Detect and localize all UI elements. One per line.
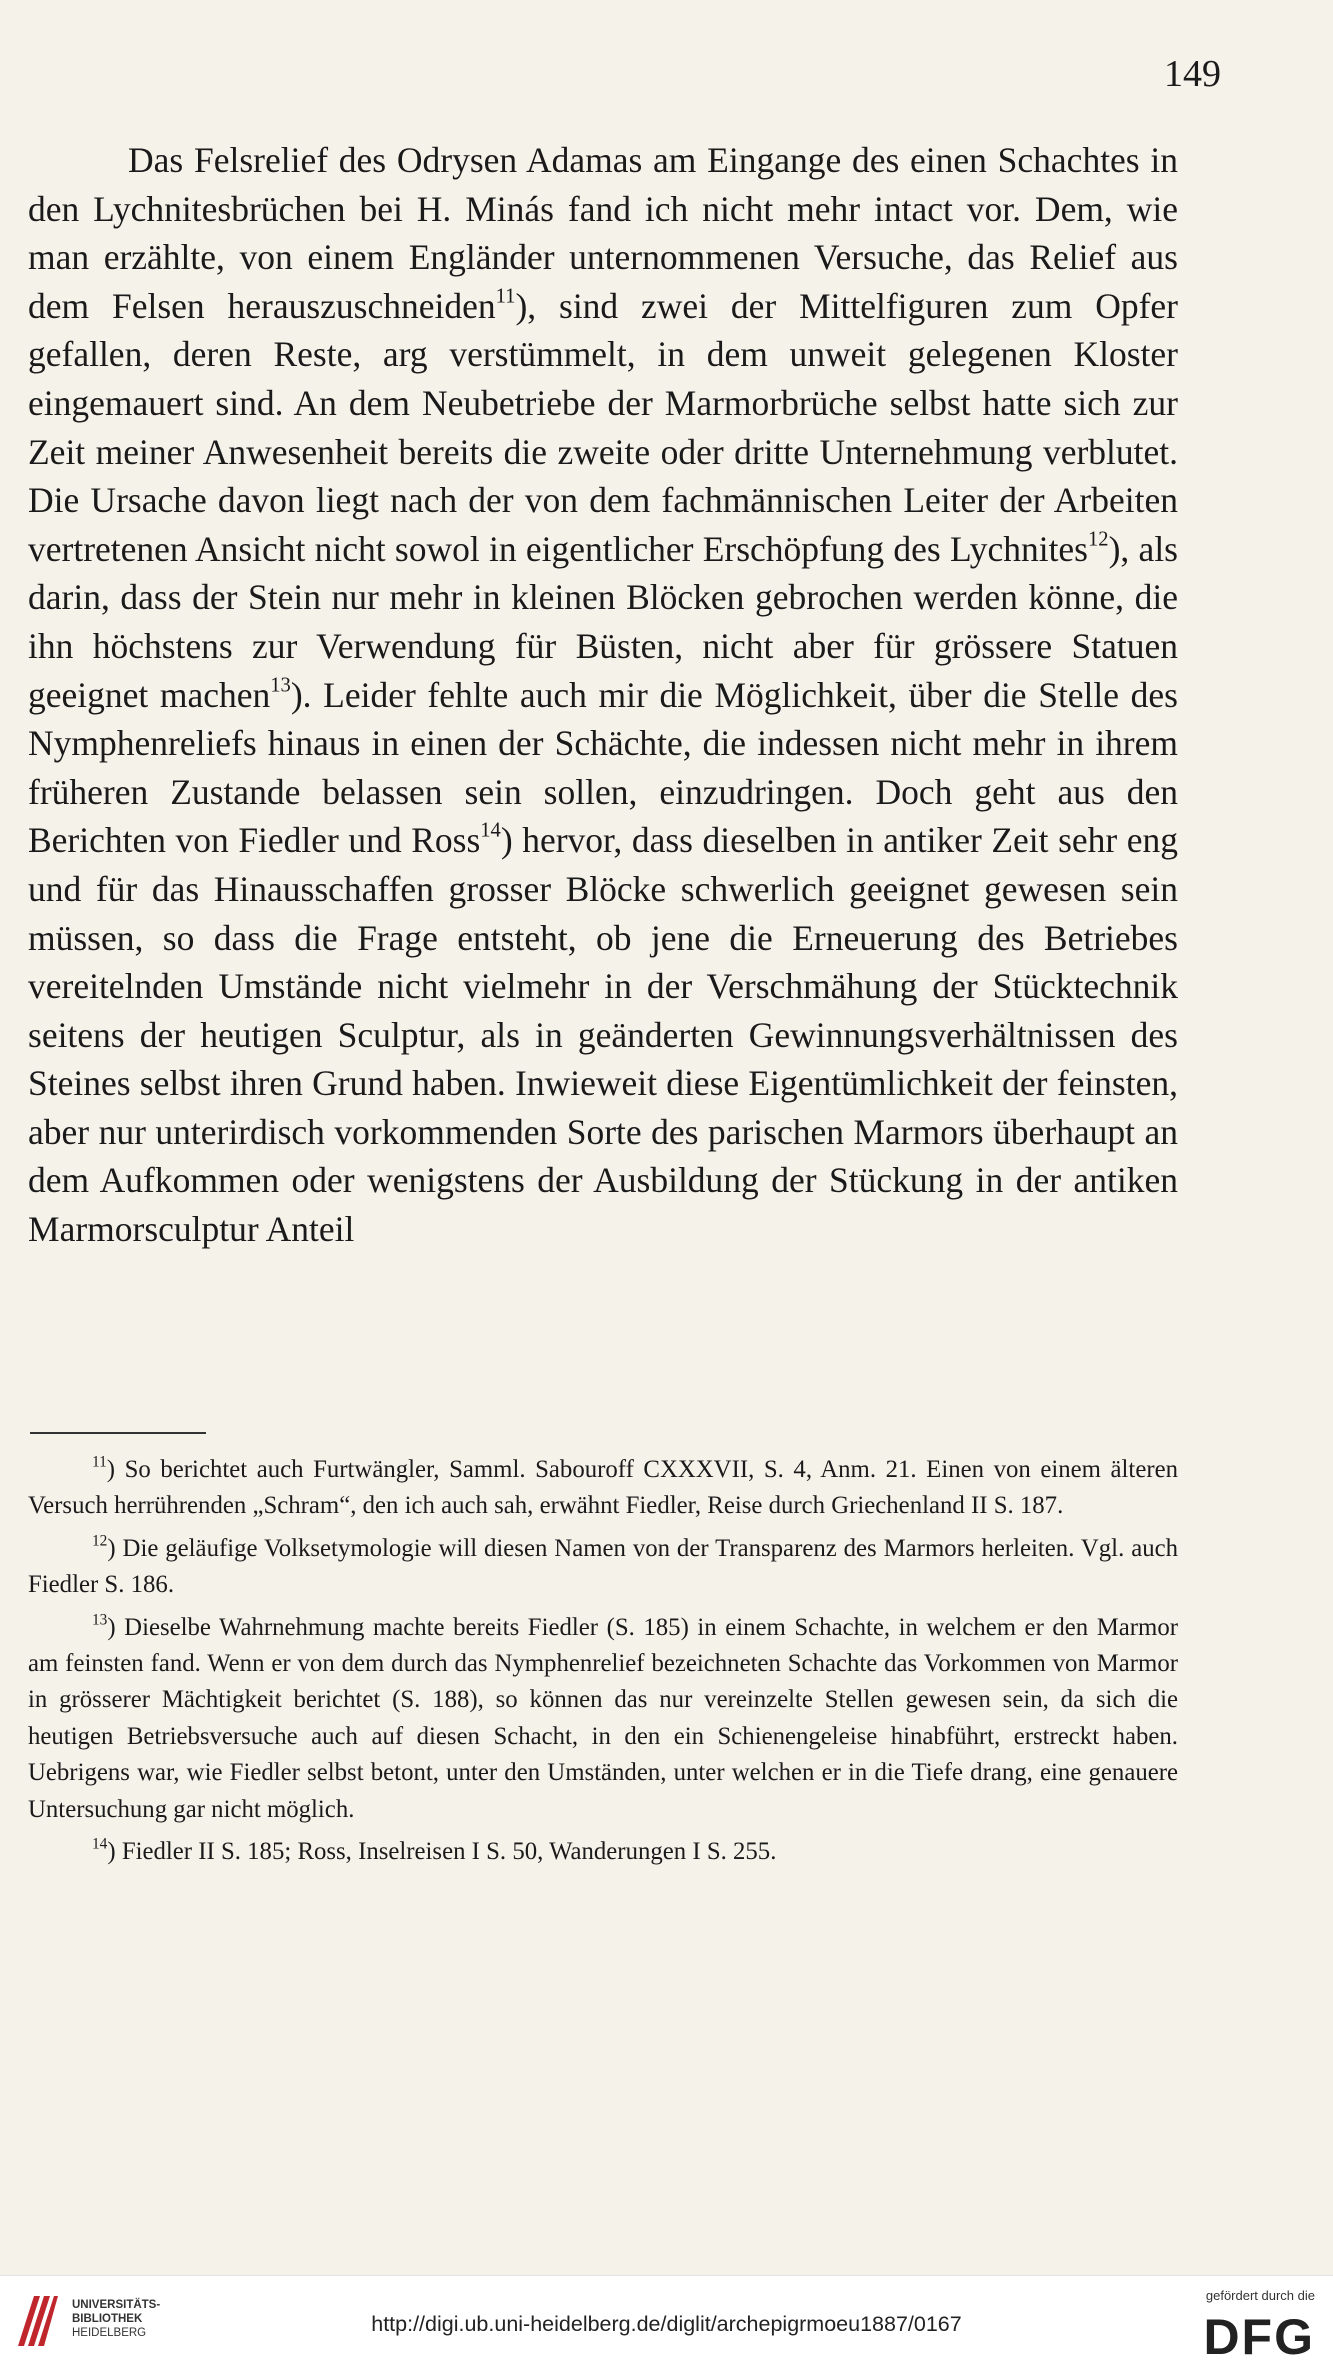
paragraph: [28, 136, 1178, 1254]
footnotes: [28, 1452, 1178, 1876]
library-name-line-2: BIBLIOTHEK: [72, 2313, 143, 2325]
library-name-line-1: UNIVERSITÄTS-: [72, 2299, 161, 2311]
footnote: [28, 1610, 1178, 1828]
footnote-separator: [30, 1432, 206, 1434]
text-run: ). Leider fehlte auch mir die Möglichkeit, über die Stelle des Nymphenreliefs hinaus in einen der Schächte, die indessen nicht mehr in ihrem früheren Zustande belassen sein sollen, einzudringen. Doch geht aus den Berichten von Fiedler und Ross: [28, 674, 1178, 861]
text-run: ) Fiedler II S. 185; Ross, Inselreisen I S. 50, Wanderungen I S. 255.: [107, 1838, 777, 1866]
permalink-url[interactable]: http://digi.ub.uni-heidelberg.de/diglit/archepigrmoeu1887/0167: [371, 2312, 962, 2336]
footnote-ref: 11: [495, 285, 516, 308]
footnote: [28, 1834, 1178, 1870]
dfg-logo[interactable]: DFG: [1203, 2309, 1315, 2365]
page-number: 149: [1164, 53, 1221, 95]
footnote-ref: 13: [92, 1610, 108, 1628]
footnote-ref: 12: [1088, 528, 1109, 551]
text-run: ), sind zwei der Mittelfiguren zum Opfer gefallen, deren Reste, arg verstümmelt, in dem unweit gelegenen Kloster eingemauert sind. An dem Neubetriebe der Marmorbrüche selbst hatte sich zur Zeit meiner Anwesenheit bereits die zweite oder dritte Unternehmung verblutet. Die Ursache davon liegt nach der von dem fachmännischen Leiter der Arbeiten vertretenen Ansicht nicht sowol in eigentlicher Erschöpfung des Lychnites: [28, 285, 1178, 569]
footnote: [28, 1452, 1178, 1525]
library-name-line-3: HEIDELBERG: [72, 2327, 147, 2339]
footnote-ref: 13: [270, 674, 291, 697]
footnote-ref: 11: [92, 1453, 107, 1471]
funding-note: gefördert durch die: [1205, 2288, 1315, 2303]
footnote: [28, 1531, 1178, 1604]
footnote-ref: 14: [92, 1835, 108, 1853]
body-text: [28, 136, 1178, 1254]
footnote-ref: 14: [480, 819, 501, 842]
text-run: ) So berichtet auch Furtwängler, Samml. Sabouroff CXXXVII, S. 4, Anm. 21. Einen von einem älteren Versuch herrührenden „Schram“, den ich auch sah, erwähnt Fiedler, Reise durch Griechenland II S. 187.: [28, 1456, 1178, 1520]
text-run: ) Dieselbe Wahrnehmung machte bereits Fiedler (S. 185) in einem Schachte, in welchem er den Marmor am feinsten fand. Wenn er von dem durch das Nymphenrelief bezeichneten Schachte das Vorkommen von Marmor in grösserer Mächtigkeit berichtet (S. 188), so können das nur vereinzelte Stellen gewesen sein, da sich die heutigen Betriebsversuche auch auf diesen Schacht, in den ein Schienengeleise hinabführt, erstreckt haben. Uebrigens war, wie Fiedler selbst betont, unter den Umständen, unter welchen er in die Tiefe drang, eine genauere Untersuchung gar nicht möglich.: [28, 1613, 1178, 1823]
footnote-ref: 12: [92, 1532, 108, 1550]
text-run: Das Felsrelief des Odrysen Adamas am Eingange des einen Schachtes in den Lychnitesbrüchen bei H. Minás fand ich nicht mehr intact vor. Dem, wie man erzählte, von einem Engländer unternommenen Versuche, das Relief aus dem Felsen herauszuschneiden: [28, 140, 1178, 326]
text-run: ) hervor, dass dieselben in antiker Zeit sehr eng und für das Hinausschaffen grosser Blöcke schwerlich geeignet gewesen sein müssen, so dass die Frage entsteht, ob jene die Erneuerung des Betriebes vereitelnden Umstände nicht vielmehr in der Verschmähung der Stücktechnik seitens der heutigen Sculptur, als in geänderten Gewinnungsverhältnissen des Steines selbst ihren Grund haben. Inwieweit diese Eigentümlichkeit der feinsten, aber nur unterirdisch vorkommenden Sorte des parischen Marmors überhaupt an dem Aufkommen oder wenigstens der Ausbildung der Stückung in der antiken Marmorsculptur Anteil: [28, 820, 1179, 1250]
text-run: ), als darin, dass der Stein nur mehr in kleinen Blöcken gebrochen werden könne, die ihn höchstens zur Verwendung für Büsten, nicht aber für grössere Statuen geeignet machen: [28, 528, 1178, 715]
text-run: ) Die geläufige Volksetymologie will diesen Namen von der Transparenz des Marmors herleiten. Vgl. auch Fiedler S. 186.: [28, 1534, 1178, 1599]
